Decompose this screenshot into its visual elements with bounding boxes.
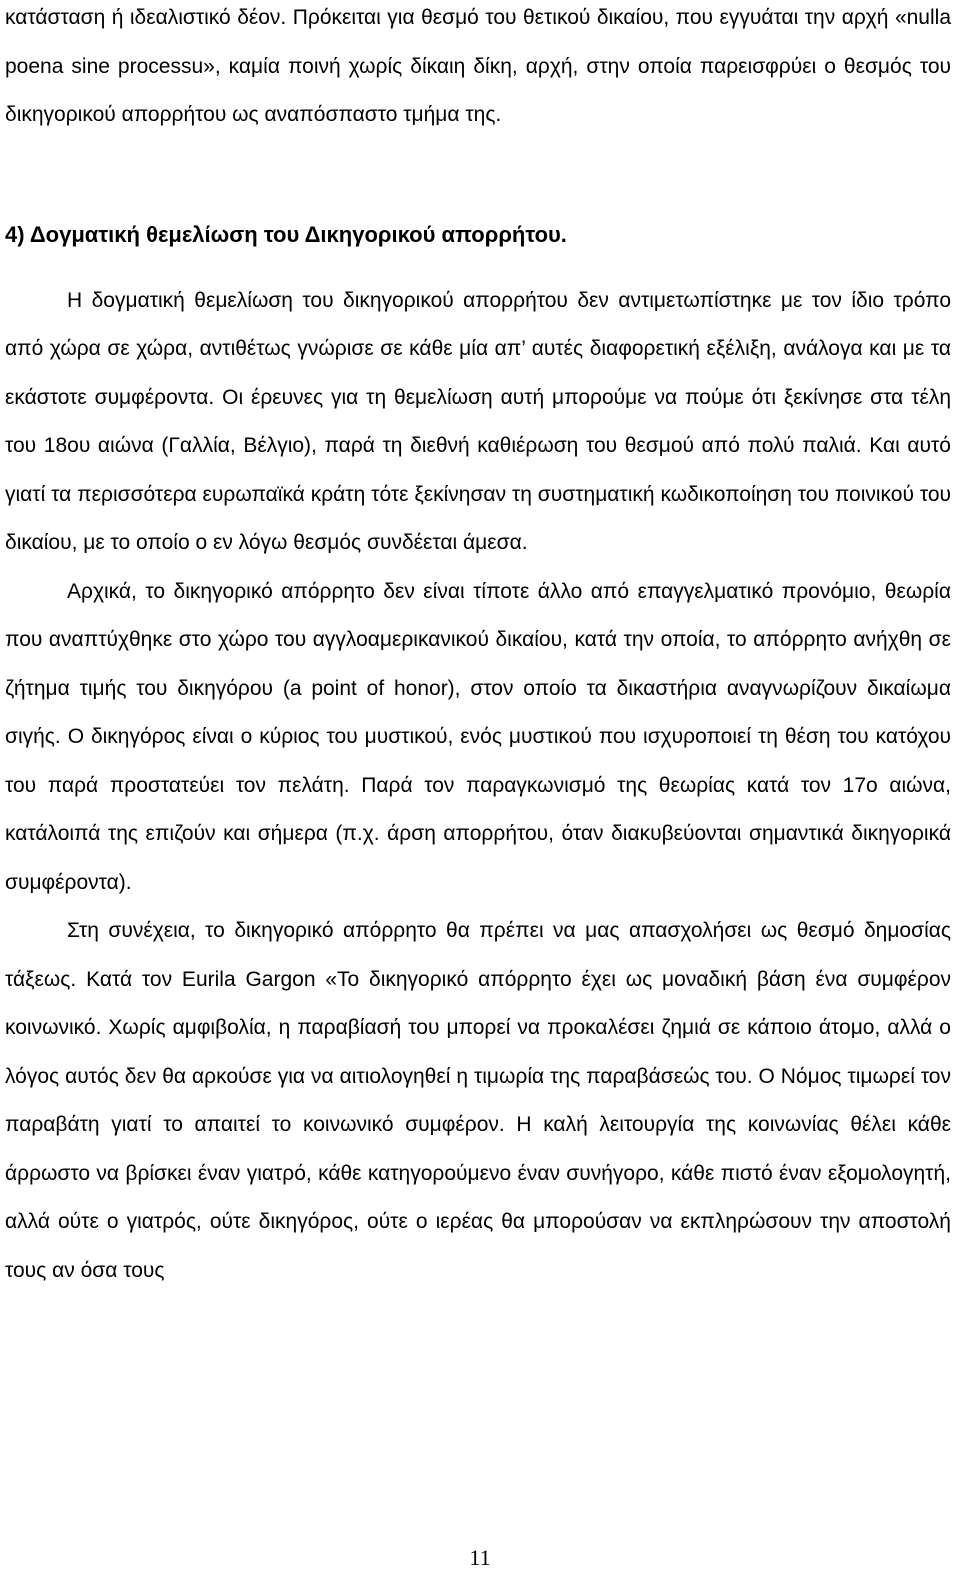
page-number: 11 [469,1545,491,1570]
spacer [5,140,951,211]
spacer [5,259,951,277]
paragraph-continued: κατάσταση ή ιδεαλιστικό δέον. Πρόκειται για θεσμό του θετικού δικαίου, που εγγυάται την αρχή «nulla poena sine processu», καμία ποινή χωρίς δίκαιη δίκη, αρχή, στην οποία παρεισφρύει ο θεσμός του δικηγορικού απορρήτου ως αναπόσπαστο τμήμα της. [5,6,951,126]
paragraph-public-order: Στη συνέχεια, το δικηγορικό απόρρητο θα πρέπει να μας απασχολήσει ως θεσμό δημοσίας τάξεως. Κατά τον Eurila Gargon «Το δικηγορικό απόρρητο έχει ως μοναδική βάση ένα συμφέρον κοινωνικό. Χωρίς αμφιβολία, η παραβίασή του μπορεί να προκαλέσει ζημιά σε κάποιο άτομο, αλλά ο λόγος αυτός δεν θα αρκούσε για να αιτιολογηθεί η τιμωρία της παραβάσεώς του. Ο Νόμος τιμωρεί τον παραβάτη γιατί το απαιτεί το κοινωνικό συμφέρον. Η καλή λειτουργία της κοινωνίας θέλει κάθε άρρωστο να βρίσκει έναν γιατρό, κάθε κατηγορούμενο έναν συνήγορο, κάθε πιστό έναν εξομολογητή, αλλά ούτε ο γιατρός, ούτε δικηγόρος, ούτε ο ιερέας θα μπορούσαν να εκπληρώσουν την αποστολή τους αν όσα τους [5,919,951,1282]
paragraph-professional-privilege: Αρχικά, το δικηγορικό απόρρητο δεν είναι τίποτε άλλο από επαγγελματικό προνόμιο, θεωρία που αναπτύχθηκε στο χώρο του αγγλοαμερικανικού δικαίου, κατά την οποία, το απόρρητο ανήχθη σε ζήτημα τιμής του δικηγόρου (a point of honor), στον οποίο τα δικαστήρια αναγνωρίζουν δικαίωμα σιγής. Ο δικηγόρος είναι ο κύριος του μυστικού, ενός μυστικού που ισχυροποιεί τη θέση του κατόχου του παρά προστατεύει τον πελάτη. Παρά τον παραγκωνισμό της θεωρίας κατά τον 17ο αιώνα, κατάλοιπά της επιζούν και σήμερα (π.χ. άρση απορρήτου, όταν διακυβεύονται σημαντικά δικηγορικά συμφέροντα). [5,579,951,894]
paragraph-doctrinal-foundation: Η δογματική θεμελίωση του δικηγορικού απορρήτου δεν αντιμετωπίστηκε με τον ίδιο τρόπο από χώρα σε χώρα, αντιθέτως γνώρισε σε κάθε μία απ’ αυτές διαφορετική εξέλιξη, ανάλογα και με τα εκάστοτε συμφέροντα. Οι έρευνες για τη θεμελίωση αυτή μπορούμε να πούμε ότι ξεκίνησε στα τέλη του 18ου αιώνα (Γαλλία, Βέλγιο), παρά τη διεθνή καθιέρωση του θεσμού από πολύ παλιά. Και αυτό γιατί τα περισσότερα ευρωπαϊκά κράτη τότε ξεκίνησαν τη συστηματική κωδικοποίηση του ποινικού του δικαίου, με το οποίο ο εν λόγω θεσμός συνδέεται άμεσα. [5,288,951,554]
section-heading: 4) Δογματική θεμελίωση του Δικηγορικού απορρήτου. [5,221,567,247]
document-page [5,0,951,1295]
